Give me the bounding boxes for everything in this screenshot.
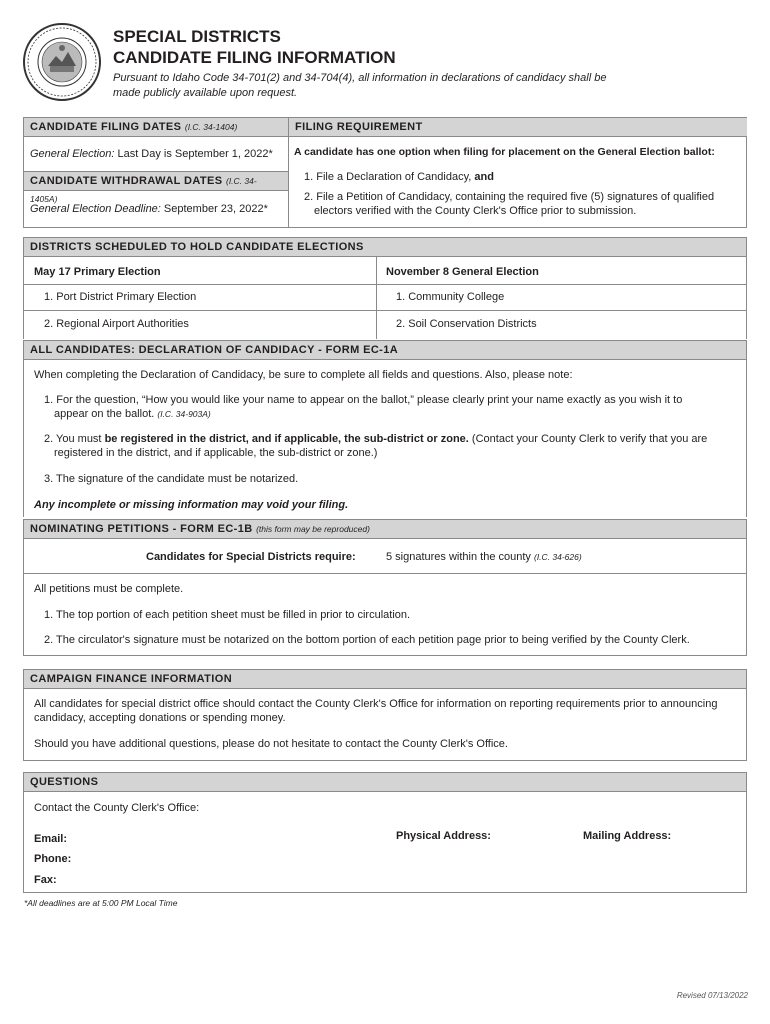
declaration-intro: When completing the Declaration of Candidacy, be sure to complete all fields and questions. Also, please note: bbox=[34, 369, 573, 381]
filing-requirement-item-2: 2. File a Petition of Candidacy, containing the required five (5) signatures of qualified electors verified with the County Clerk's Office prior to submission. bbox=[304, 191, 715, 217]
county-seal-logo bbox=[22, 22, 102, 102]
filing-requirement-heading: FILING REQUIREMENT bbox=[289, 118, 747, 137]
deadline-footnote: *All deadlines are at 5:00 PM Local Time bbox=[24, 898, 178, 908]
primary-district-1: 1. Port District Primary Election bbox=[44, 291, 197, 303]
finance-heading: CAMPAIGN FINANCE INFORMATION bbox=[24, 670, 746, 689]
petition-item-1: 1. The top portion of each petition sheet must be filled in prior to circulation. bbox=[44, 609, 411, 621]
petitions-complete-note: All petitions must be complete. bbox=[34, 583, 184, 595]
physical-address-label: Physical Address: bbox=[396, 830, 491, 842]
title-line-2: CANDIDATE FILING INFORMATION bbox=[113, 48, 396, 67]
finance-paragraph-1: All candidates for special district office should contact the County Clerk's Office for information on reporting requirements prior to announcing candidacy, accepting donations or spending money. bbox=[34, 698, 718, 724]
general-district-1: 1. Community College bbox=[396, 291, 505, 303]
declaration-item-3: 3. The signature of the candidate must be notarized. bbox=[44, 473, 299, 485]
finance-section bbox=[23, 669, 747, 761]
filing-requirement-item-1: 1. File a Declaration of Candidacy, and bbox=[304, 171, 494, 183]
phone-label: Phone: bbox=[34, 853, 72, 865]
petition-requirement-label: Candidates for Special Districts require: bbox=[146, 551, 356, 563]
declaration-item-2: 2. You must be registered in the district, and if applicable, the sub-district or zone. (Contact your County Clerk to verify that you are registered in the district, and if applicable, the sub-district or zone.) bbox=[44, 433, 708, 459]
withdrawal-dates-heading: CANDIDATE WITHDRAWAL DATES (I.C. 34-1405A) bbox=[24, 171, 288, 191]
petition-item-2: 2. The circulator's signature must be notarized on the bottom portion of each petition page prior to being verified by the County Clerk. bbox=[44, 634, 690, 646]
primary-district-2: 2. Regional Airport Authorities bbox=[44, 318, 189, 330]
email-label: Email: bbox=[34, 833, 68, 845]
filing-requirement-intro: A candidate has one option when filing for placement on the General Election ballot: bbox=[294, 146, 715, 158]
fax-label: Fax: bbox=[34, 874, 57, 886]
filing-section bbox=[23, 117, 747, 228]
petition-requirement-value: 5 signatures within the county (I.C. 34-626) bbox=[386, 551, 582, 563]
petitions-section bbox=[23, 519, 747, 656]
filing-dates-heading: CANDIDATE FILING DATES (I.C. 34-1404) bbox=[24, 118, 288, 137]
page-title bbox=[113, 26, 396, 68]
general-election-filing-date: General Election: Last Day is September 1, 2022* bbox=[30, 148, 273, 160]
declaration-heading: ALL CANDIDATES: DECLARATION OF CANDIDACY - FORM EC-1A bbox=[24, 341, 746, 360]
declaration-warning: Any incomplete or missing information may void your filing. bbox=[34, 499, 349, 511]
withdrawal-deadline: General Election Deadline: September 23, 2022* bbox=[30, 203, 268, 215]
districts-section bbox=[23, 237, 747, 339]
declaration-item-1: 1. For the question, “How you would like your name to appear on the ballot,” please clearly print your name exactly as you wish it to appear on the ballot. (I.C. 34-903A) bbox=[44, 394, 683, 420]
general-district-2: 2. Soil Conservation Districts bbox=[396, 318, 537, 330]
page-subtitle: Pursuant to Idaho Code 34-701(2) and 34-704(4), all information in declarations of candidacy shall be made publicly available upon request. bbox=[113, 72, 607, 99]
finance-paragraph-2: Should you have additional questions, please do not hesitate to contact the County Clerk's Office. bbox=[34, 738, 508, 750]
general-election-heading: November 8 General Election bbox=[386, 266, 539, 278]
contact-label: Contact the County Clerk's Office: bbox=[34, 802, 200, 814]
questions-heading: QUESTIONS bbox=[24, 773, 746, 792]
title-line-1: SPECIAL DISTRICTS bbox=[113, 27, 281, 46]
revision-date: Revised 07/13/2022 bbox=[676, 991, 748, 1000]
declaration-section bbox=[23, 340, 747, 517]
petitions-heading: NOMINATING PETITIONS - FORM EC-1B (this form may be reproduced) bbox=[24, 520, 746, 539]
primary-election-heading: May 17 Primary Election bbox=[34, 266, 161, 278]
mailing-address-label: Mailing Address: bbox=[583, 830, 672, 842]
districts-heading: DISTRICTS SCHEDULED TO HOLD CANDIDATE ELECTIONS bbox=[24, 238, 746, 257]
questions-section bbox=[23, 772, 747, 893]
